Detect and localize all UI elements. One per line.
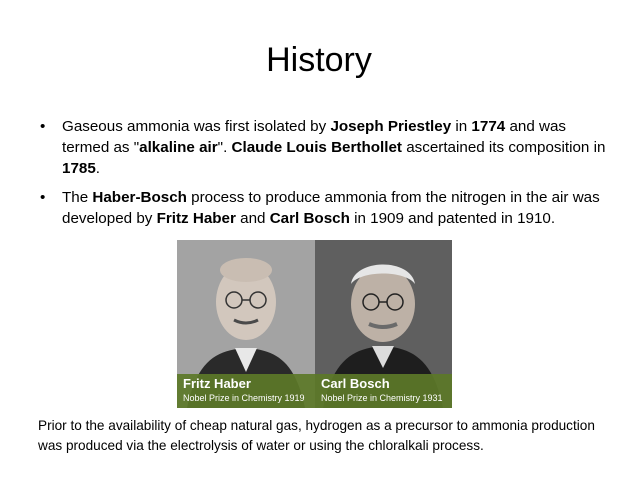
text-run: . bbox=[95, 160, 101, 177]
text-run: in bbox=[451, 118, 472, 135]
bullet-symbol: • bbox=[40, 118, 46, 135]
bullet-symbol: • bbox=[40, 189, 46, 206]
slide-title: History bbox=[266, 41, 372, 79]
carl-bosch-prize: Nobel Prize in Chemistry 1931 bbox=[321, 393, 443, 403]
bullet-item-1 bbox=[40, 116, 610, 179]
bullet-text-2 bbox=[62, 189, 600, 227]
carl-bosch-portrait bbox=[315, 240, 452, 408]
text-run: ascertained its composition in bbox=[401, 139, 606, 156]
emphasized-text: 1774 bbox=[471, 118, 506, 135]
emphasized-text: Haber-Bosch bbox=[92, 189, 187, 206]
fritz-haber-caption bbox=[177, 374, 315, 408]
fritz-haber-name: Fritz Haber bbox=[183, 376, 251, 391]
emphasized-text: 1785 bbox=[62, 160, 96, 177]
fritz-haber-portrait bbox=[177, 240, 315, 408]
text-run: ". bbox=[217, 139, 232, 156]
text-run: The bbox=[62, 189, 93, 206]
text-run: in 1909 and patented in 1910. bbox=[349, 210, 556, 227]
carl-bosch-name: Carl Bosch bbox=[321, 376, 390, 391]
emphasized-text: Joseph Priestley bbox=[330, 118, 452, 135]
bullet-list bbox=[40, 116, 610, 237]
text-run: and bbox=[235, 210, 270, 227]
emphasized-text: alkaline air bbox=[139, 139, 218, 156]
emphasized-text: Claude Louis Berthollet bbox=[231, 139, 402, 156]
fritz-haber-prize: Nobel Prize in Chemistry 1919 bbox=[183, 393, 305, 403]
footnote-text: Prior to the availability of cheap natural gas, hydrogen as a precursor to ammonia production was produced via the electrolysis of water or using the chloralkali process. bbox=[38, 418, 595, 453]
bullet-item-2 bbox=[40, 187, 610, 229]
text-run: and was termed as " bbox=[62, 118, 567, 156]
text-run: process to produce ammonia from the nitrogen in the air was developed by bbox=[62, 189, 600, 227]
carl-bosch-caption bbox=[315, 374, 452, 408]
emphasized-text: Fritz Haber bbox=[156, 210, 236, 227]
text-run: Gaseous ammonia was first isolated by bbox=[62, 118, 331, 135]
emphasized-text: Carl Bosch bbox=[269, 210, 350, 227]
bullet-text-1 bbox=[62, 118, 605, 177]
haber-bosch-photo bbox=[177, 240, 452, 408]
